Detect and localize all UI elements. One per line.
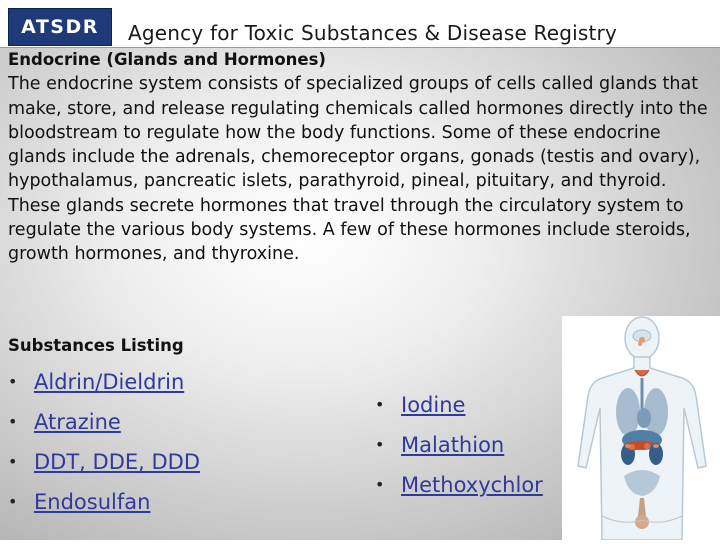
human-body-icon <box>562 316 720 540</box>
substances-listing-heading: Substances Listing <box>8 336 184 355</box>
list-item <box>8 362 200 402</box>
bullet-icon: • <box>375 395 385 414</box>
logo-text: ATSDR <box>21 16 99 38</box>
bullet-icon: • <box>375 475 385 494</box>
bullet-icon: • <box>8 412 18 431</box>
atsdr-logo[interactable] <box>8 8 112 46</box>
header-bar <box>0 0 720 48</box>
list-item <box>8 442 200 482</box>
list-item <box>8 482 200 522</box>
bullet-icon: • <box>8 372 18 391</box>
list-item <box>375 425 543 465</box>
list-item <box>375 385 543 425</box>
list-item <box>375 465 543 505</box>
bullet-icon: • <box>8 492 18 511</box>
paragraph-hormones: These glands secrete hormones that travel through the circulatory system to regulate the various body systems. A few of these hormones include steroids, growth hormones, and thyroxine. <box>8 195 691 265</box>
paragraph-endocrine-overview: The endocrine system consists of specialized groups of cells called glands that make, store, and release regulating chemicals called hormones directly into the bloodstream to regulate how the body functions. Some of these endocrine glands include the adrenals, chemoreceptor organs, gonads (testis and ovary), hypothalamus, pancreatic islets, parathyroid, pineal, pituitary, and thyroid. <box>8 74 708 192</box>
substance-link-endosulfan[interactable]: Endosulfan <box>34 490 151 514</box>
substances-list-right <box>375 385 543 505</box>
substance-link-aldrin-dieldrin[interactable]: Aldrin/Dieldrin <box>34 370 185 394</box>
section-title: Endocrine (Glands and Hormones) <box>8 50 326 69</box>
content-area <box>8 48 708 267</box>
bullet-icon: • <box>375 435 385 454</box>
substance-link-malathion[interactable]: Malathion <box>401 433 505 457</box>
list-item <box>8 402 200 442</box>
substance-link-iodine[interactable]: Iodine <box>401 393 466 417</box>
organization-name: Agency for Toxic Substances & Disease Registry <box>128 21 617 45</box>
substance-link-ddt-dde-ddd[interactable]: DDT, DDE, DDD <box>34 450 200 474</box>
substance-link-methoxychlor[interactable]: Methoxychlor <box>401 473 543 497</box>
substance-link-atrazine[interactable]: Atrazine <box>34 410 121 434</box>
substances-list-left <box>8 362 200 522</box>
endocrine-body-figure <box>562 316 720 540</box>
bullet-icon: • <box>8 452 18 471</box>
